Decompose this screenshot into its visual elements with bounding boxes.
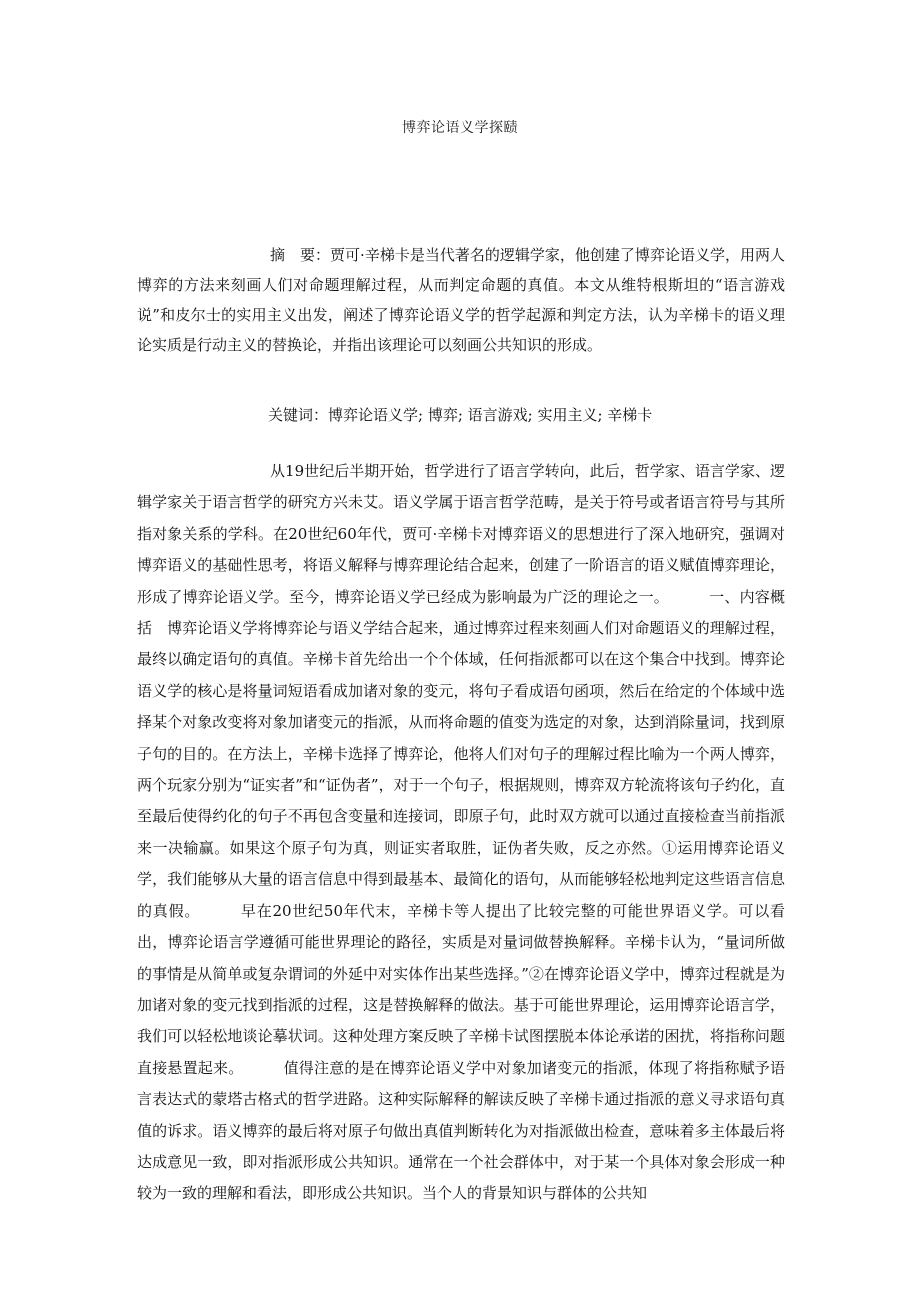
- body-paragraph-3: 早在20世纪50年代末，辛梯卡等人提出了比较完整的可能世界语义学。可以看出，博弈论语言学遵循可能世界理论的路径，实质是对量词做替换解释。辛梯卡认为，“量词所做的事情是从简单或复杂谓词的外延中对实体作出某些选择。”②在博弈论语义学中，博弈过程就是为加诸对象的变元找到指派的过程，这是替换解释的做法。基于可能世界理论，运用博弈论语言学，我们可以轻松地谈论摹状词。这种处理方案反映了辛梯卡试图摆脱本体论承诺的困扰，将指称问题直接悬置起来。: [137, 901, 785, 1077]
- abstract-paragraph: [137, 240, 785, 360]
- keywords-line: 关键词：博弈论语义学; 博弈; 语言游戏; 实用主义; 辛梯卡: [268, 406, 653, 424]
- body-paragraph-4: 值得注意的是在博弈论语义学中对象加诸变元的指派，体现了将指称赋予语言表达式的蒙塔古格式的哲学进路。这种实际解释的解读反映了辛梯卡通过指派的意义寻求语句真值的诉求。语义博弈的最后将对原子句做出真值判断转化为对指派做出检查，意味着多主体最后将达成意见一致，即对指派形成公共知识。通常在一个社会群体中，对于某一个具体对象会形成一种较为一致的理解和看法，即形成公共知识。当个人的背景知识与群体的公共知: [137, 1058, 785, 1203]
- abstract-text: 摘 要：贾可·辛梯卡是当代著名的逻辑学家，他创建了博弈论语义学，用两人博弈的方法来刻画人们对命题理解过程，从而判定命题的真值。本文从维特根斯坦的“语言游戏说”和皮尔士的实用主义出发，阐述了博弈论语义学的哲学起源和判定方法，认为辛梯卡的语义理论实质是行动主义的替换论，并指出该理论可以刻画公共知识的形成。: [137, 246, 785, 354]
- body-paragraph-2: 一、内容概括 博弈论语义学将博弈论与语义学结合起来，通过博弈过程来刻画人们对命题语义的理解过程，最终以确定语句的真值。辛梯卡首先给出一个个体域，任何指派都可以在这个集合中找到。博弈论语义学的核心是将量词短语看成加诸对象的变元，将句子看成语句函项，然后在给定的个体域中选择某个对象改变将对象加诸变元的指派，从而将命题的值变为选定的对象，达到消除量词，找到原子句的目的。在方法上，辛梯卡选择了博弈论，他将人们对句子的理解过程比喻为一个两人博弈，两个玩家分别为“证实者”和“证伪者”，对于一个句子，根据规则，博弈双方轮流将该句子约化，直至最后使得约化的句子不再包含变量和连接词，即原子句，此时双方就可以通过直接检查当前指派来一决输赢。如果这个原子句为真，则证实者取胜，证伪者失败，反之亦然。①运用博弈论语义学，我们能够从大量的语言信息中得到最基本、最简化的语句，从而能够轻松地判定这些语言信息的真假。: [137, 587, 785, 920]
- body-paragraph-1: 从19世纪后半期开始，哲学进行了语言学转向，此后，哲学家、语言学家、逻辑学家关于语言哲学的研究方兴未艾。语义学属于语言哲学范畴，是关于符号或者语言符号与其所指对象关系的学科。在20世纪60年代，贾可·辛梯卡对博弈语义的思想进行了深入地研究，强调对博弈语义的基础性思考，将语义解释与博弈理论结合起来，创建了一阶语言的语义赋值博弈理论，形成了博弈论语义学。至今，博弈论语义学已经成为影响最为广泛的理论之一。: [137, 462, 785, 606]
- body-text: [137, 456, 785, 1210]
- document-title: 博弈论语义学探赜: [402, 120, 518, 136]
